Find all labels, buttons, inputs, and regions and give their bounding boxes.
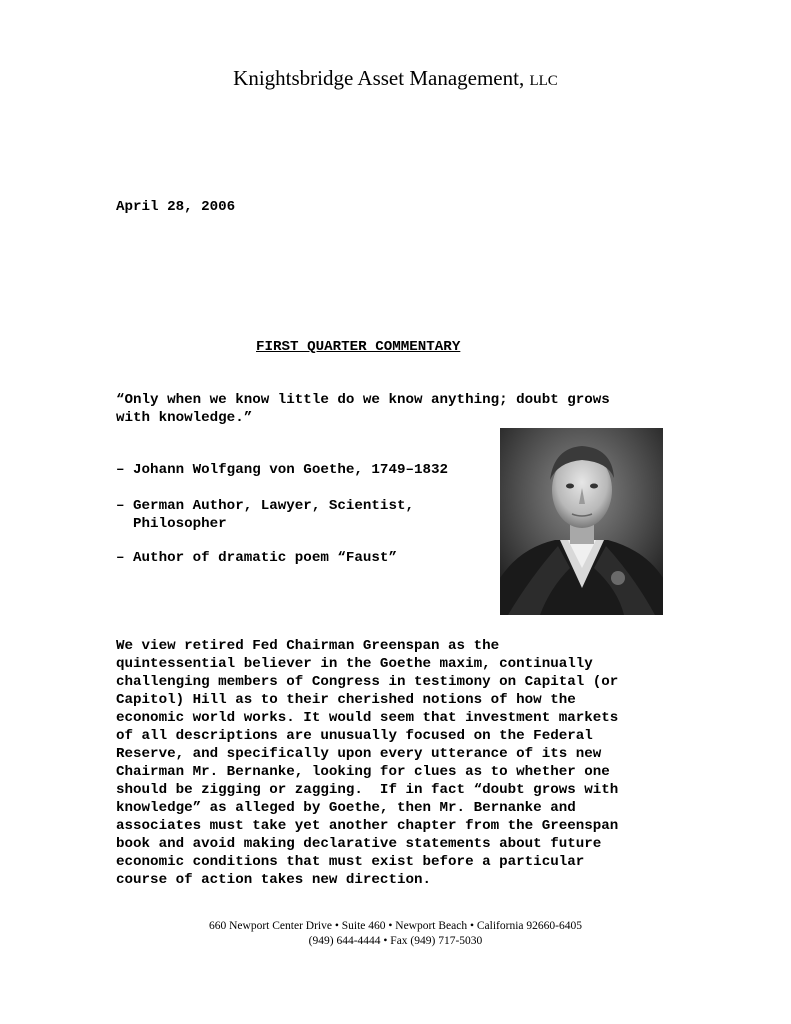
footer-phone: (949) 644-4444 • Fax (949) 717-5030 bbox=[308, 935, 483, 947]
body-line: economic world works. It would seem that investment markets bbox=[116, 710, 619, 726]
body-line: We view retired Fed Chairman Greenspan as the bbox=[116, 638, 500, 654]
attribution-work bbox=[116, 549, 397, 567]
attribution-roles bbox=[116, 497, 414, 533]
body-line: Chairman Mr. Bernanke, looking for clues as to whether one bbox=[116, 764, 610, 780]
quote-line-1: “Only when we know little do we know anything; doubt grows bbox=[116, 392, 610, 408]
commentary-body bbox=[116, 637, 686, 889]
letter-date: April 28, 2006 bbox=[116, 199, 236, 215]
roles-line-2: Philosopher bbox=[116, 516, 227, 532]
body-line: book and avoid making declarative statements about future bbox=[116, 836, 602, 852]
body-line: Reserve, and specifically upon every utterance of its new bbox=[116, 746, 602, 762]
body-line: challenging members of Congress in testimony on Capital (or bbox=[116, 674, 619, 690]
body-line: Capitol) Hill as to their cherished notions of how the bbox=[116, 692, 576, 708]
body-line: course of action takes new direction. bbox=[116, 872, 432, 888]
goethe-quote bbox=[116, 391, 676, 427]
body-line: should be zigging or zagging. If in fact “doubt grows with bbox=[116, 782, 619, 798]
roles-line-1: – German Author, Lawyer, Scientist, bbox=[116, 498, 414, 514]
goethe-portrait bbox=[500, 428, 663, 615]
footer bbox=[0, 919, 791, 949]
body-line: economic conditions that must exist before a particular bbox=[116, 854, 585, 870]
company-name: Knightsbridge Asset Management, bbox=[233, 66, 525, 90]
attribution-author bbox=[116, 461, 448, 479]
body-line: of all descriptions are unusually focused on the Federal bbox=[116, 728, 593, 744]
work-line: – Author of dramatic poem “Faust” bbox=[116, 550, 397, 566]
quote-line-2: with knowledge.” bbox=[116, 410, 253, 426]
company-suffix: LLC bbox=[529, 73, 558, 89]
footer-address: 660 Newport Center Drive • Suite 460 • Newport Beach • California 92660-6405 bbox=[209, 920, 582, 932]
body-line: quintessential believer in the Goethe maxim, continually bbox=[116, 656, 593, 672]
body-line: associates must take yet another chapter from the Greenspan bbox=[116, 818, 619, 834]
author-line: – Johann Wolfgang von Goethe, 1749–1832 bbox=[116, 462, 449, 478]
commentary-title: FIRST QUARTER COMMENTARY bbox=[256, 339, 461, 355]
body-line: knowledge” as alleged by Goethe, then Mr. Bernanke and bbox=[116, 800, 576, 816]
letterhead bbox=[0, 66, 791, 91]
